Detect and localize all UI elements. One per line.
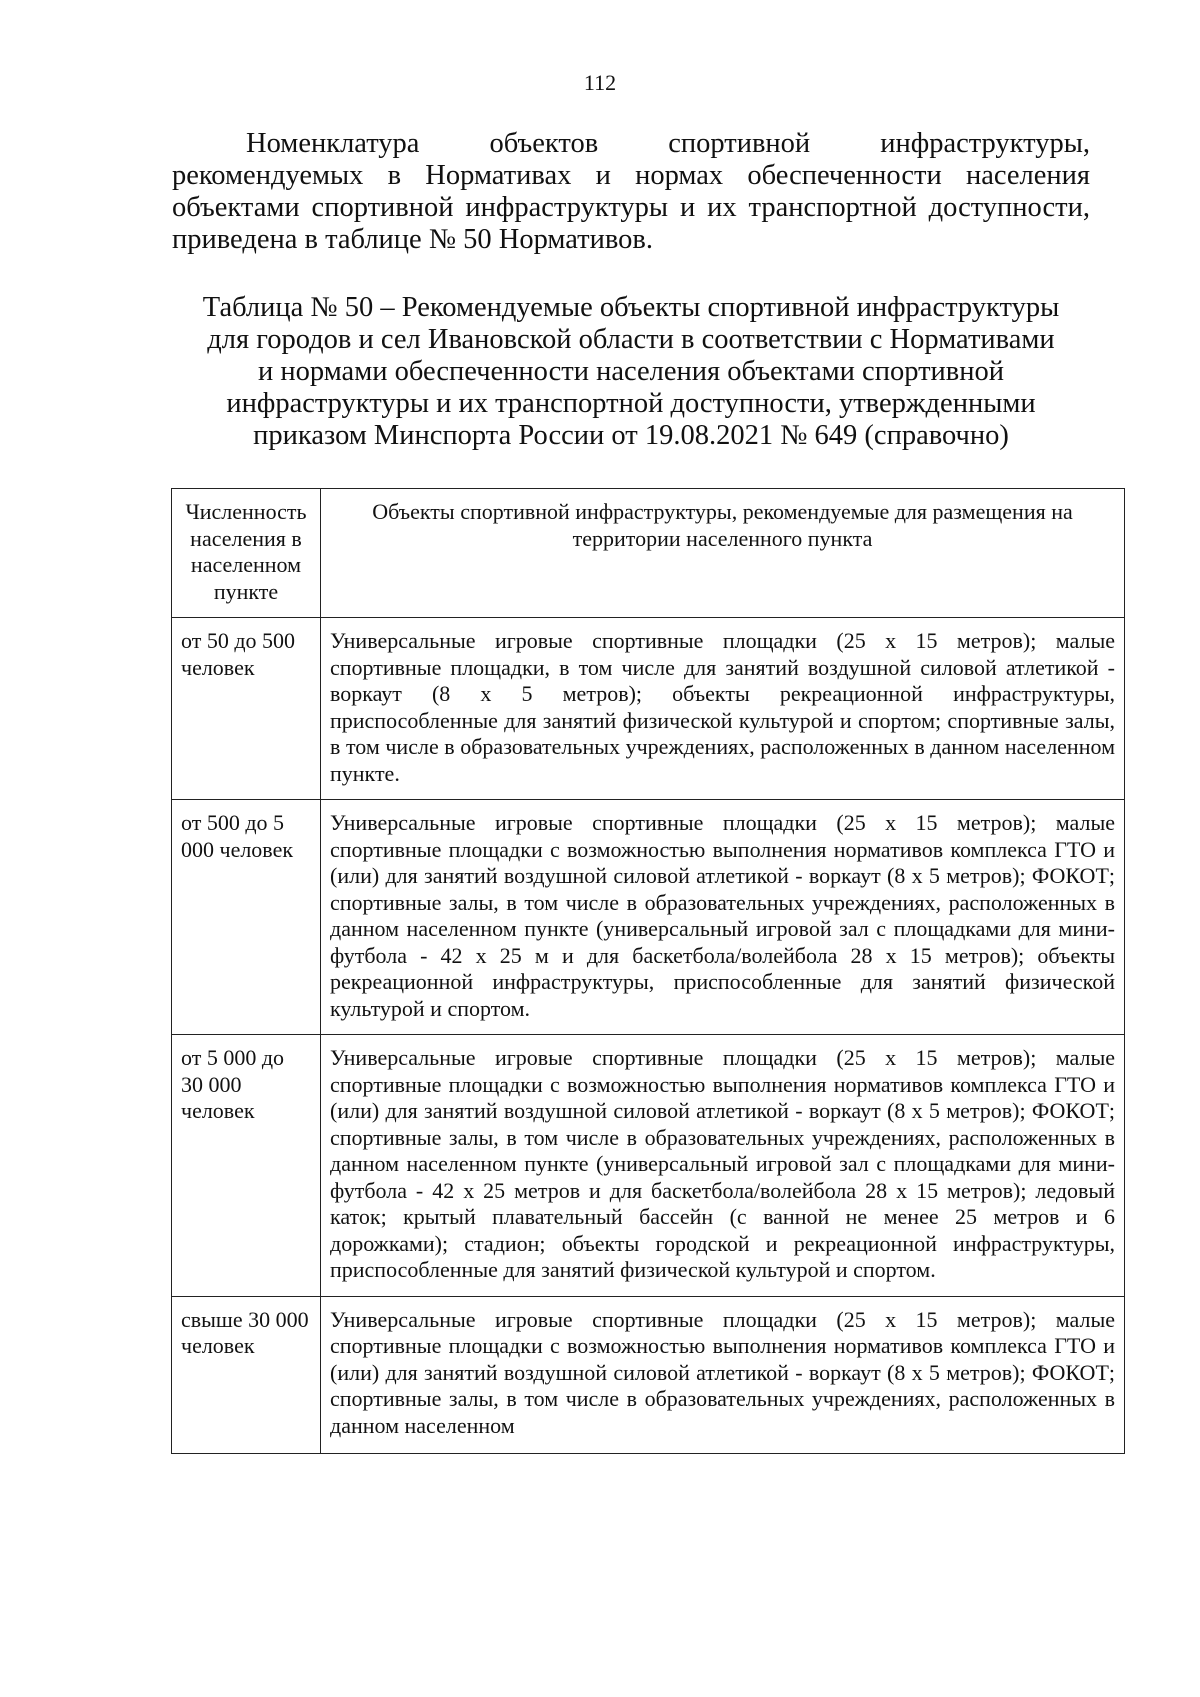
table-header-row — [172, 489, 1125, 618]
caption-line: и нормами обеспеченности населения объектами спортивной — [258, 356, 1004, 387]
page-number: 112 — [583, 70, 617, 95]
table-row — [172, 1296, 1125, 1453]
table-row — [172, 1035, 1125, 1297]
table-row — [172, 618, 1125, 800]
caption-line: инфраструктуры и их транспортной доступности, утвержденными — [226, 388, 1036, 419]
caption-line: приказом Минспорта России от 19.08.2021 № 649 (справочно) — [253, 420, 1009, 451]
objects-cell: Универсальные игровые спортивные площадки (25 х 15 метров); малые спортивные площадки с возможностью выполнения нормативов комплекса ГТО и (или) для занятий воздушной силовой атлетикой - воркаут (8 х 5 метров); ФОКОТ; спортивные залы, в том числе в образовательных учреждениях, расположенных в данном населенном пункте (универсальный игровой зал с площадками для мини-футбола - 42 х 25 метров и для баскетбола/волейбола 28 х 15 метров); ледовый каток; крытый плавательный бассейн (с ванной не менее 25 метров и 6 дорожками); стадион; объекты городской и рекреационной инфраструктуры, приспособленные для занятий физической культурой и спортом. — [321, 1035, 1125, 1297]
caption-line: Таблица № 50 – Рекомендуемые объекты спортивной инфраструктуры — [202, 292, 1060, 323]
population-cell: от 5 000 до 30 000 человек — [172, 1035, 321, 1297]
intro-paragraph: Номенклатура объектов спортивной инфраструктуры, рекомендуемых в Нормативах и нормах обеспеченности населения объектами спортивной инфраструктуры и их транспортной доступности, приведена в таблице № 50 Нормативов. — [172, 128, 1090, 255]
header-objects: Объекты спортивной инфраструктуры, рекомендуемые для размещения на территории населенного пункта — [321, 489, 1125, 618]
population-cell: от 500 до 5 000 человек — [172, 800, 321, 1035]
sports-infrastructure-table — [171, 488, 1125, 1454]
header-population: Численность населения в населенном пункте — [172, 489, 321, 618]
population-cell: от 50 до 500 человек — [172, 618, 321, 800]
objects-cell: Универсальные игровые спортивные площадки (25 х 15 метров); малые спортивные площадки, в том числе для занятий воздушной силовой атлетикой - воркаут (8 х 5 метров); объекты рекреационной инфраструктуры, приспособленные для занятий физической культурой и спортом; спортивные залы, в том числе в образовательных учреждениях, расположенных в данном населенном пункте. — [321, 618, 1125, 800]
objects-cell: Универсальные игровые спортивные площадки (25 х 15 метров); малые спортивные площадки с возможностью выполнения нормативов комплекса ГТО и (или) для занятий воздушной силовой атлетикой - воркаут (8 х 5 метров); ФОКОТ; спортивные залы, в том числе в образовательных учреждениях, расположенных в данном населенном пункте (универсальный игровой зал с площадками для мини-футбола - 42 х 25 м и для баскетбола/волейбола 28 х 15 метров); объекты рекреационной инфраструктуры, приспособленные для занятий физической культурой и спортом. — [321, 800, 1125, 1035]
table-row — [172, 800, 1125, 1035]
population-cell: свыше 30 000 человек — [172, 1296, 321, 1453]
objects-cell-text: Универсальные игровые спортивные площадки (25 х 15 метров); малые спортивные площадки с возможностью выполнения нормативов комплекса ГТО и (или) для занятий воздушной силовой атлетикой - воркаут (8 х 5 метров); ФОКОТ; спортивные залы, в том числе в образовательных учреждениях, расположенных в данном населенном — [330, 1306, 1115, 1438]
objects-cell — [321, 1296, 1125, 1453]
caption-line: для городов и сел Ивановской области в соответствии с Нормативами — [207, 324, 1055, 355]
table-caption — [172, 292, 1090, 452]
